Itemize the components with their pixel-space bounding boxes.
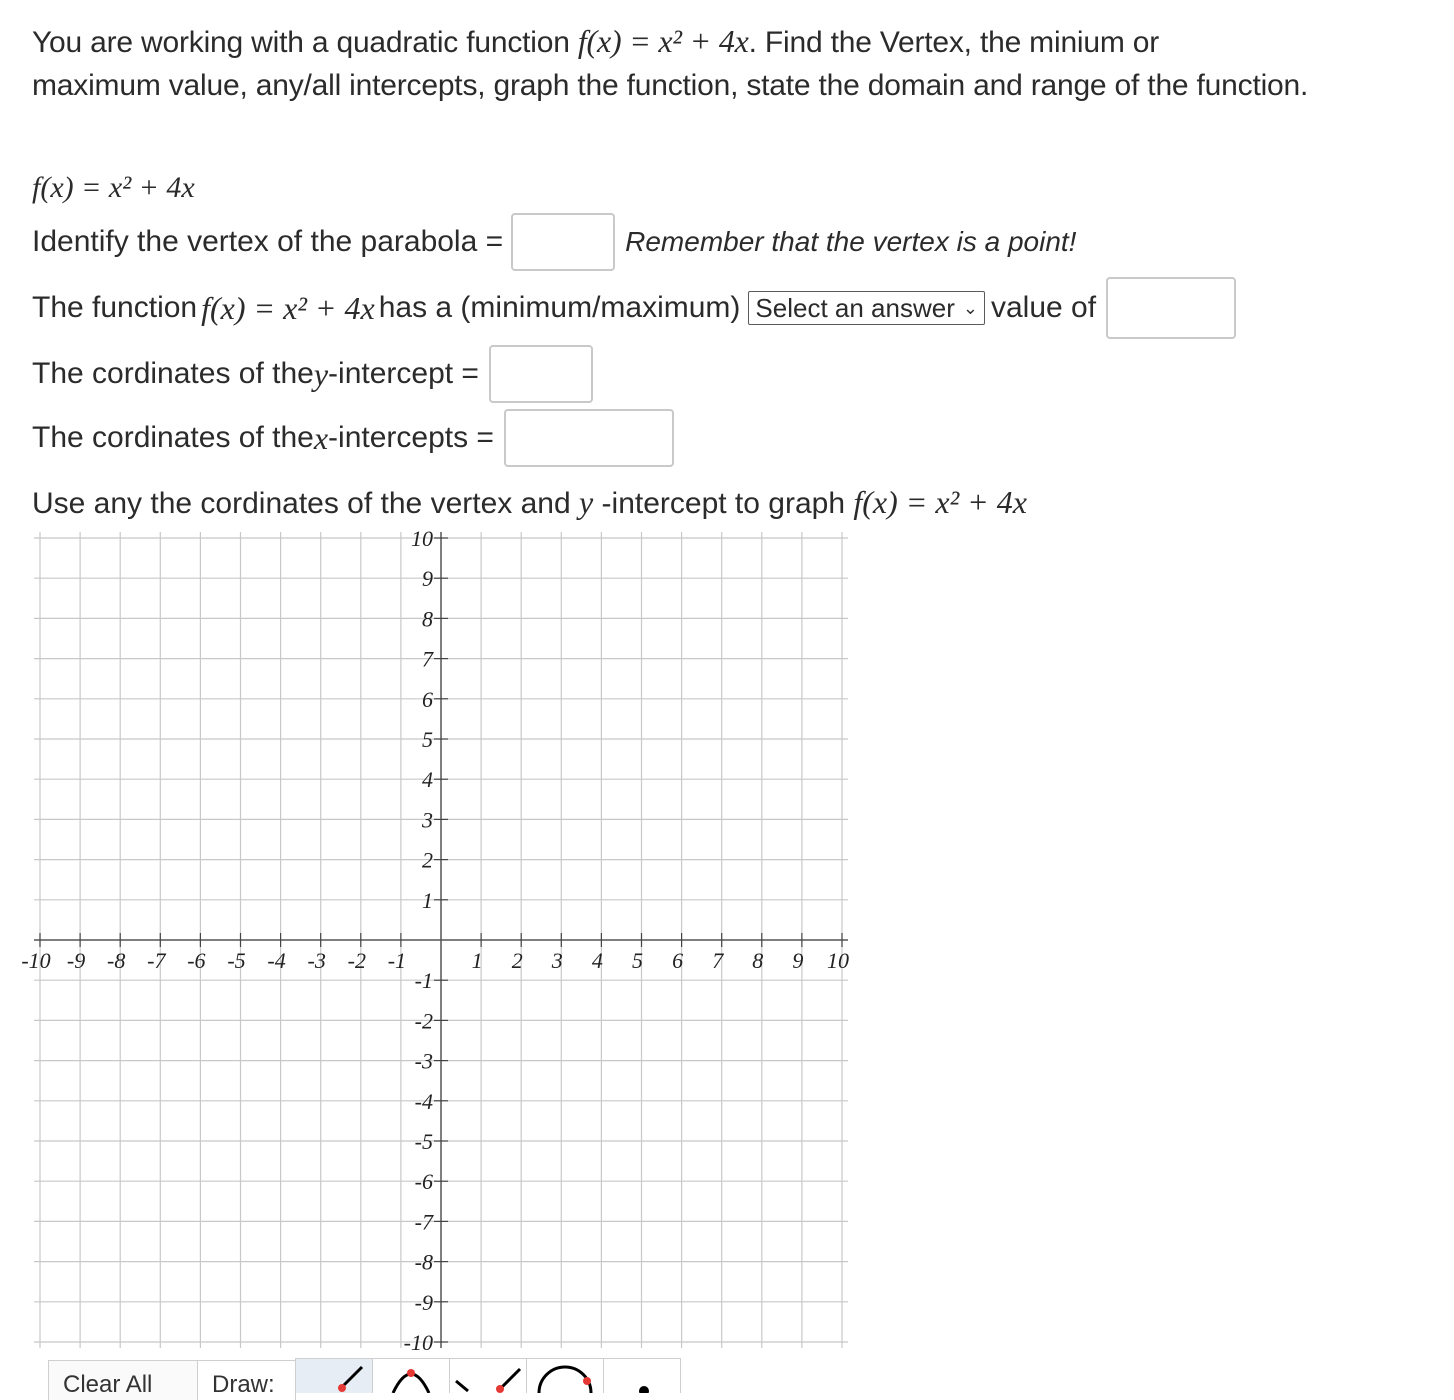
y-tick-label: -10 [403,1330,433,1355]
y-tick-label: -4 [414,1088,433,1114]
y-tick-label: -6 [414,1169,433,1195]
x-tick-label: 7 [712,948,724,973]
x-tick-label: 4 [591,948,603,973]
y-intercept-label: The cordinates of the [32,357,314,390]
x-tick-label: -2 [347,948,366,973]
minmax-label-2: has a (minimum/maximum) [378,291,741,324]
x-tick-label: -6 [187,948,206,973]
y-tick-label: 2 [422,847,433,873]
y-tick-label: -8 [414,1249,433,1275]
x-tick-label: -3 [307,948,326,973]
vertical-angle-tool-icon[interactable] [449,1358,527,1393]
intro-text-2: . Find the Vertex, the minium or [748,26,1160,59]
y-variable: y [313,355,329,392]
x-tick-label: -5 [227,948,246,973]
y-intercept-label-2: -intercept = [328,357,479,390]
y-tick-label: 1 [422,887,433,913]
y-tick-label: 8 [422,606,433,632]
y-tick-label: 10 [411,526,433,551]
line-tool-icon[interactable] [295,1358,373,1393]
x-intercept-label-2: -intercepts = [328,421,494,454]
intro-function: f(x) = x² + 4x [577,23,749,59]
point-tool-icon[interactable] [603,1358,681,1393]
x-variable: x [313,419,329,456]
intro-text-3: maximum value, any/all intercepts, graph the function, state the domain and range of the function. [32,69,1309,102]
circle-tool-icon[interactable] [526,1358,604,1393]
x-tick-label: 8 [752,948,764,973]
y-tick-label: 9 [422,566,433,592]
function-display: f(x) = x² + 4x [32,171,195,204]
y-tick-label: -1 [414,968,433,994]
x-tick-label: 5 [632,948,643,973]
x-intercept-label: The cordinates of the [32,421,314,454]
x-tick-label: -7 [147,948,166,973]
clear-all-button[interactable]: Clear All [48,1360,198,1400]
graph-prompt-text-2: -intercept to graph [593,487,854,520]
minmax-function: f(x) = x² + 4x [201,289,375,326]
graph-prompt-function: f(x) = x² + 4x [853,484,1027,520]
x-tick-label: 1 [471,948,483,973]
graph-prompt-var: y [579,484,594,520]
parabola-tool-icon[interactable] [372,1358,450,1393]
x-tick-label: 6 [672,948,684,973]
chevron-down-icon: ⌄ [962,297,978,318]
x-tick-label: -4 [267,948,286,973]
x-tick-label: 10 [827,948,849,973]
y-tick-label: -9 [414,1289,433,1315]
y-tick-label: 5 [422,727,433,752]
y-tick-label: 6 [422,686,433,712]
x-tick-label: 3 [551,948,563,973]
draw-label: Draw: [198,1360,296,1400]
intro-text: You are working with a quadratic function [32,26,578,59]
y-tick-label: 4 [422,767,433,793]
graph-prompt-text: Use any the cordinates of the vertex and [32,487,579,520]
y-tick-label: -5 [414,1129,433,1154]
x-tick-label: -9 [66,948,86,973]
y-tick-label: 3 [422,807,433,833]
vertex-label: Identify the vertex of the parabola = [32,225,504,258]
y-tick-label: -3 [414,1048,433,1074]
x-tick-label: -10 [21,948,51,973]
x-tick-label: 2 [511,948,523,973]
graph-toolbar [48,1360,681,1400]
minmax-select-value: Select an answer [755,292,955,323]
y-tick-label: 7 [422,646,433,672]
x-tick-label: -8 [107,948,126,973]
minmax-label: The function [32,291,198,324]
minmax-label-3: value of [990,291,1097,324]
y-tick-label: -7 [414,1209,433,1235]
x-tick-label: 9 [792,948,804,973]
x-tick-label: -1 [387,948,407,973]
vertex-hint: Remember that the vertex is a point! [625,226,1077,257]
y-tick-label: -2 [414,1008,433,1034]
